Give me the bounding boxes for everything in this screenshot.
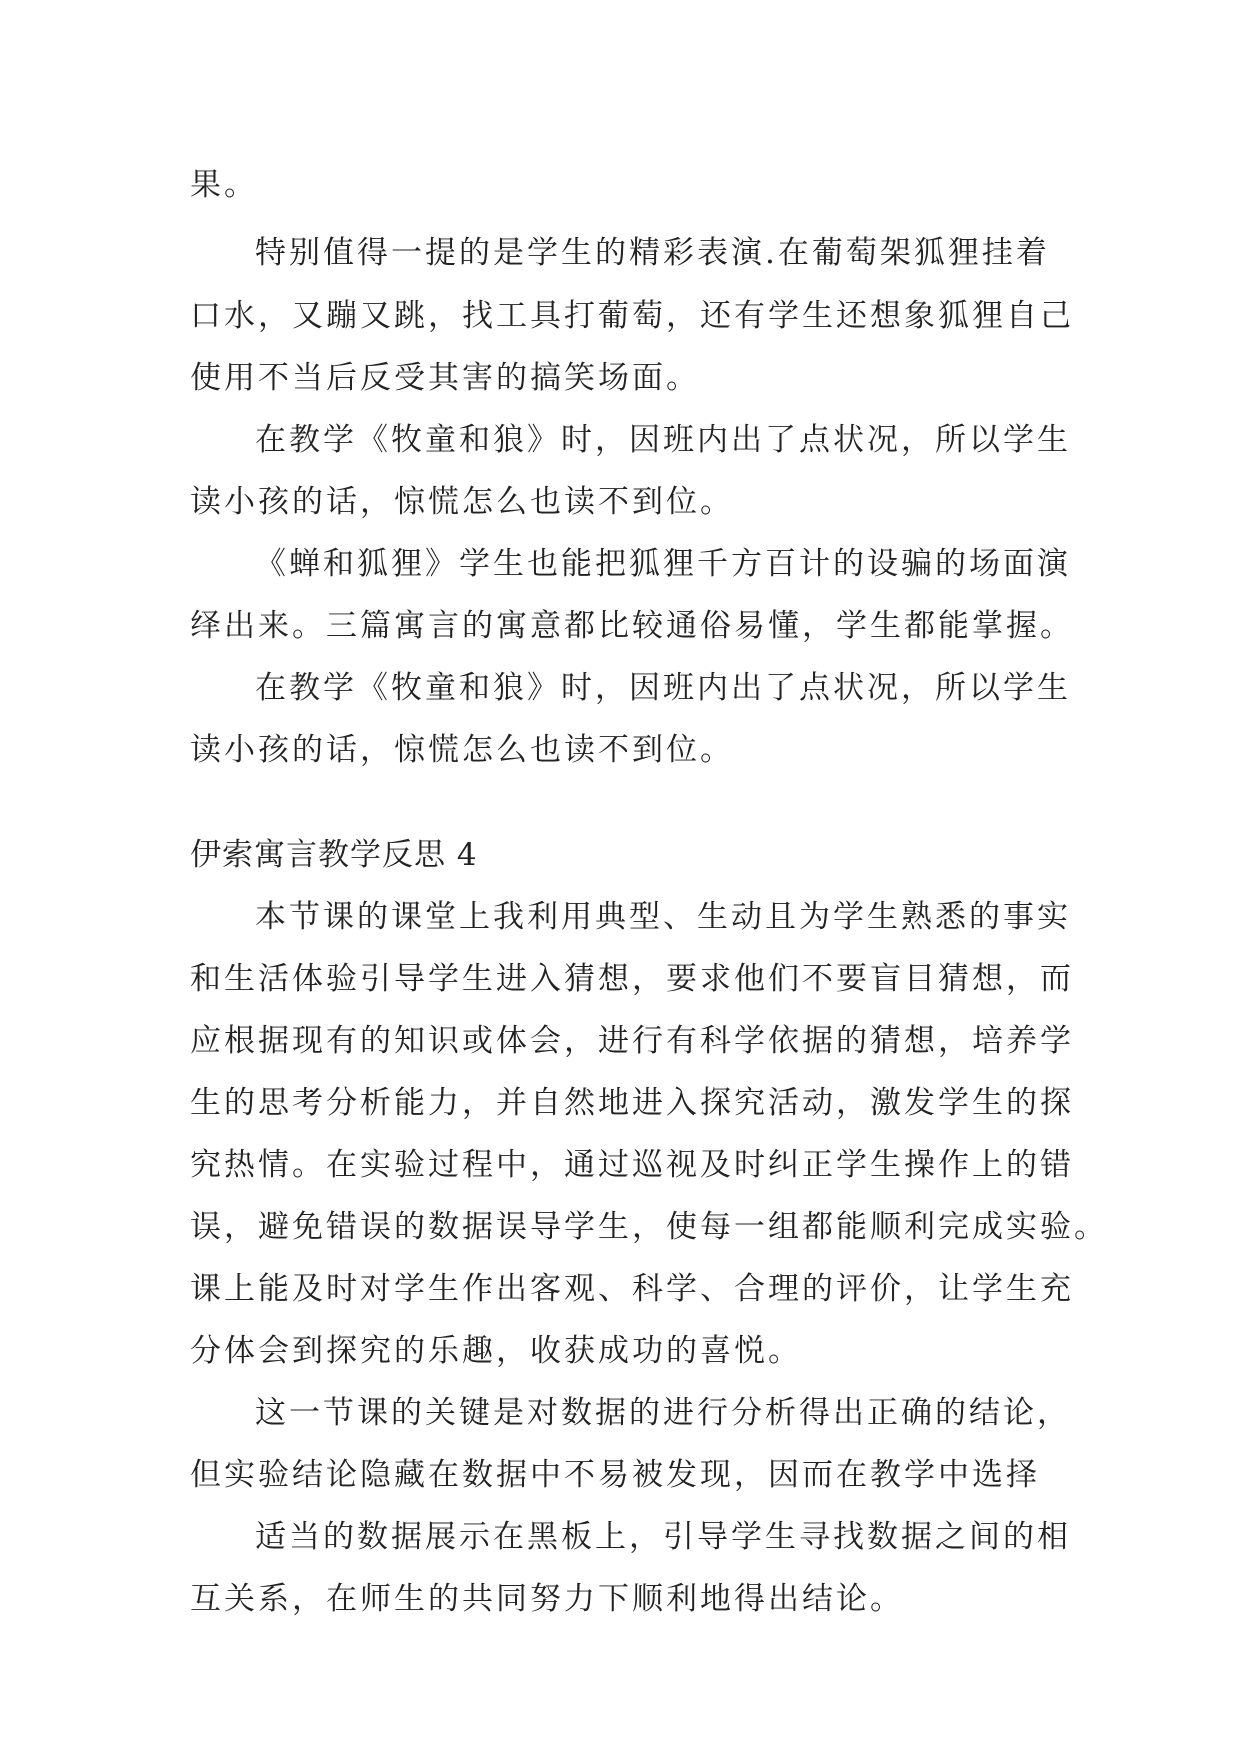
text-line: 读小孩的话，惊慌怎么也读不到位。: [190, 732, 734, 768]
text-line: 适当的数据展示在黑板上，引导学生寻找数据之间的相: [255, 1519, 1071, 1555]
text-line: 究热情。在实验过程中，通过巡视及时纠正学生操作上的错: [190, 1147, 1074, 1183]
text-line: 和生活体验引导学生进入猜想，要求他们不要盲目猜想，而: [190, 961, 1074, 997]
text-line: 本节课的课堂上我利用典型、生动且为学生熟悉的事实: [255, 899, 1071, 935]
section-heading: 伊索寓言教学反思 4: [190, 837, 478, 873]
text-line: 使用不当后反受其害的搞笑场面。: [190, 360, 700, 396]
text-line: 互关系，在师生的共同努力下顺利地得出结论。: [190, 1581, 904, 1617]
text-line: 《蝉和狐狸》学生也能把狐狸千方百计的设骗的场面演: [255, 546, 1071, 582]
text-line: 课上能及时对学生作出客观、科学、合理的评价，让学生充: [190, 1271, 1074, 1307]
text-line: 绎出来。三篇寓言的寓意都比较通俗易懂，学生都能掌握。: [190, 608, 1074, 644]
text-line: 果。: [190, 167, 258, 203]
text-line: 但实验结论隐藏在数据中不易被发现，因而在教学中选择: [190, 1457, 1040, 1493]
text-line: 在教学《牧童和狼》时，因班内出了点状况，所以学生: [255, 670, 1071, 706]
text-line: 应根据现有的知识或体会，进行有科学依据的猜想，培养学: [190, 1023, 1074, 1059]
text-line: 分体会到探究的乐趣，收获成功的喜悦。: [190, 1333, 802, 1369]
text-line: 误，避免错误的数据误导学生，使每一组都能顺利完成实验。: [190, 1209, 1108, 1245]
text-line: 在教学《牧童和狼》时，因班内出了点状况，所以学生: [255, 422, 1071, 458]
text-line: 生的思考分析能力，并自然地进入探究活动，激发学生的探: [190, 1085, 1074, 1121]
text-line: 读小孩的话，惊慌怎么也读不到位。: [190, 484, 734, 520]
text-line: 这一节课的关键是对数据的进行分析得出正确的结论，: [255, 1395, 1071, 1431]
text-line: 口水，又蹦又跳，找工具打葡萄，还有学生还想象狐狸自己: [190, 298, 1074, 334]
text-line: 特别值得一提的是学生的精彩表演.在葡萄架狐狸挂着: [255, 235, 1050, 271]
